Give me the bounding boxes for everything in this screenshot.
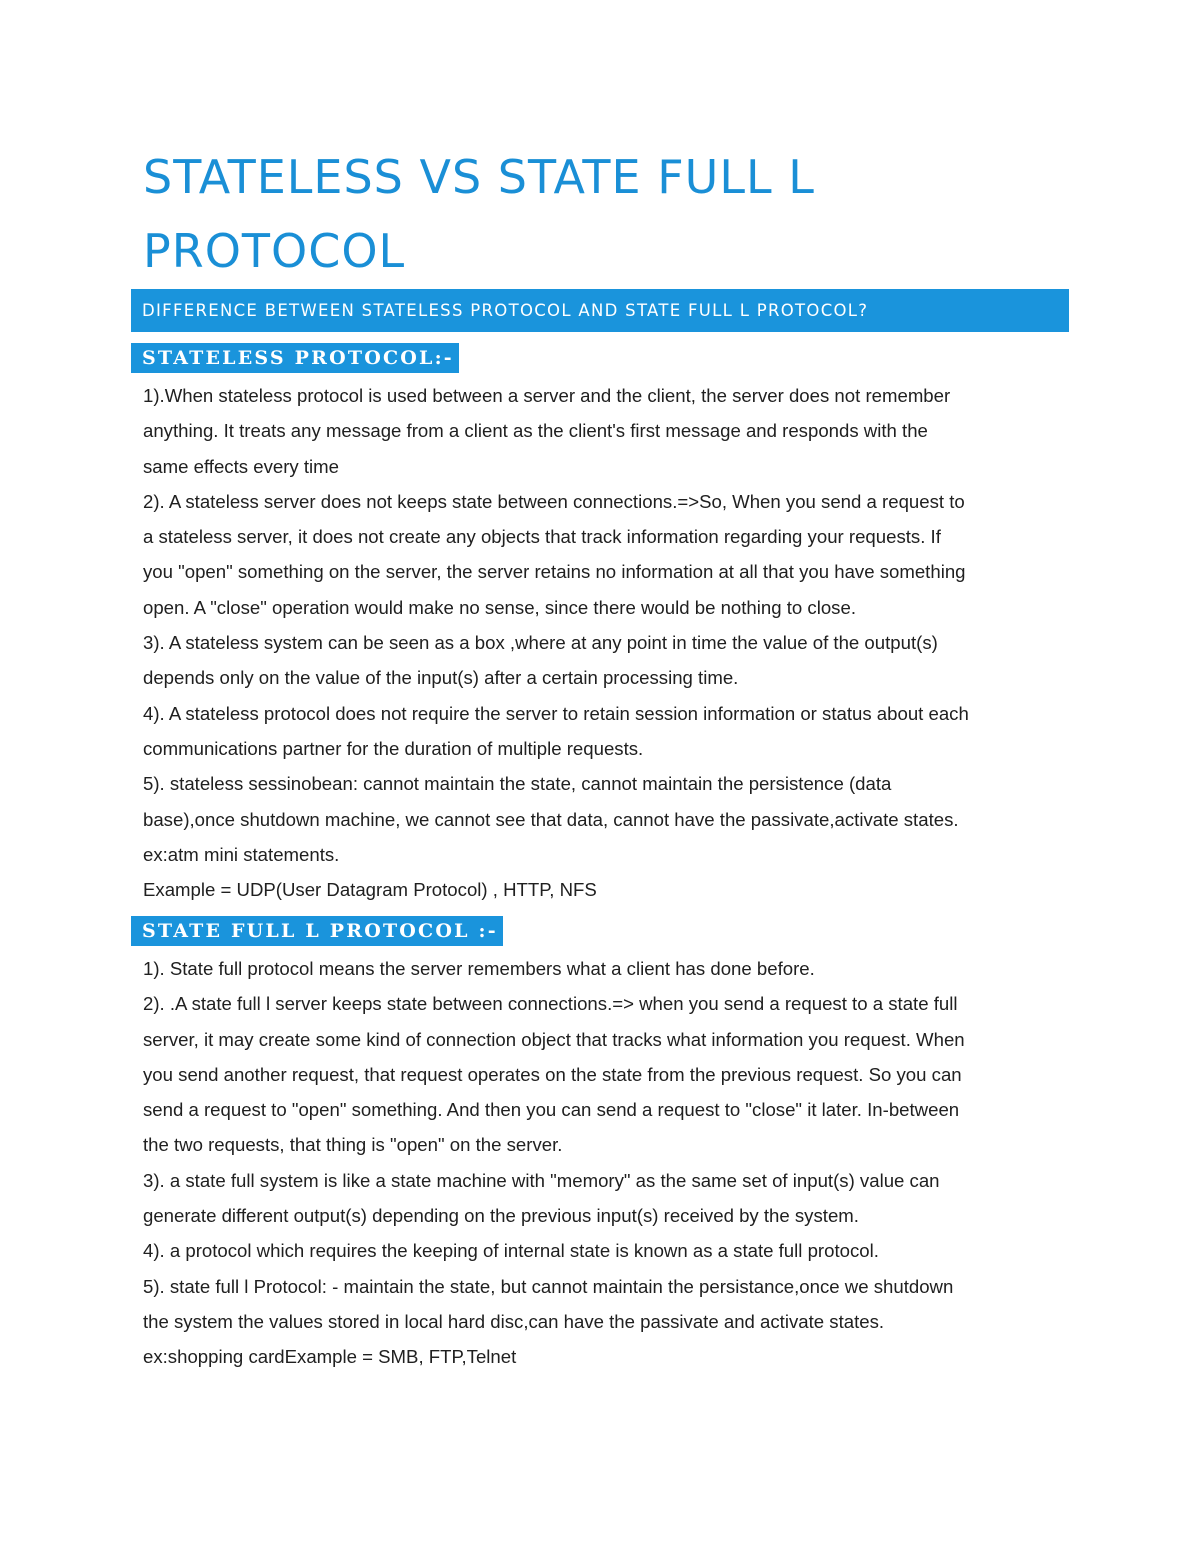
- text-line: 1).When stateless protocol is used between a server and the client, the server does not remember: [143, 385, 951, 406]
- text-line: anything. It treats any message from a client as the client's first message and responds with the: [143, 420, 928, 442]
- text-line: 4). a protocol which requires the keeping of internal state is known as a state full protocol.: [143, 1240, 879, 1262]
- text-line: same effects every time: [143, 455, 339, 477]
- text-line: generate different output(s) depending on the previous input(s) received by the system.: [143, 1205, 859, 1227]
- text-line: communications partner for the duration of multiple requests.: [143, 737, 644, 759]
- text-line: 3). A stateless system can be seen as a box ,where at any point in time the value of the output(s): [143, 632, 938, 654]
- text-line: 2). A stateless server does not keeps state between connections.=>So, When you send a request to: [143, 490, 965, 512]
- text-line: 2). .A state full l server keeps state between connections.=> when you send a request to a state full: [143, 993, 958, 1015]
- text-line: a stateless server, it does not create any objects that track information regarding your requests. If: [143, 526, 941, 548]
- statefull-body: [143, 951, 1073, 1375]
- text-line: send a request to "open" something. And then you can send a request to "close" it later. In-between: [143, 1099, 960, 1121]
- text-line: 5). state full l Protocol: - maintain the state, but cannot maintain the persistance,once we shutdown: [143, 1275, 954, 1297]
- text-line: 1). State full protocol means the server remembers what a client has done before.: [143, 958, 815, 979]
- text-line: Example = UDP(User Datagram Protocol) , HTTP, NFS: [143, 879, 597, 901]
- text-line: 5). stateless sessinobean: cannot maintain the state, cannot maintain the persistence (data: [143, 773, 892, 795]
- title-line: STATELESS VS STATE FULL L: [143, 150, 815, 204]
- text-line: server, it may create some kind of connection object that tracks what information you request. When: [143, 1028, 965, 1050]
- statefull-heading: STATE FULL L PROTOCOL :-: [131, 916, 503, 946]
- text-line: open. A "close" operation would make no sense, since there would be nothing to close.: [143, 596, 856, 618]
- text-line: 4). A stateless protocol does not require the server to retain session information or status about each: [143, 702, 969, 724]
- text-line: ex:atm mini statements.: [143, 843, 340, 865]
- text-line: the two requests, that thing is "open" on the server.: [143, 1134, 563, 1156]
- text-line: 3). a state full system is like a state machine with "memory" as the same set of input(s) value can: [143, 1169, 940, 1191]
- text-line: you send another request, that request operates on the state from the previous request. So you can: [143, 1063, 962, 1085]
- text-line: depends only on the value of the input(s) after a certain processing time.: [143, 667, 739, 689]
- page-title: [143, 140, 1043, 288]
- stateless-body: [143, 378, 1073, 907]
- difference-banner: DIFFERENCE BETWEEN STATELESS PROTOCOL AND STATE FULL L PROTOCOL?: [131, 289, 1069, 332]
- text-line: ex:shopping cardExample = SMB, FTP,Telnet: [143, 1346, 517, 1368]
- text-line: the system the values stored in local hard disc,can have the passivate and activate states.: [143, 1310, 885, 1332]
- stateless-heading: STATELESS PROTOCOL:-: [131, 343, 459, 373]
- title-line: PROTOCOL: [143, 224, 406, 278]
- text-line: you "open" something on the server, the server retains no information at all that you have something: [143, 561, 966, 583]
- text-line: base),once shutdown machine, we cannot see that data, cannot have the passivate,activate states.: [143, 808, 959, 830]
